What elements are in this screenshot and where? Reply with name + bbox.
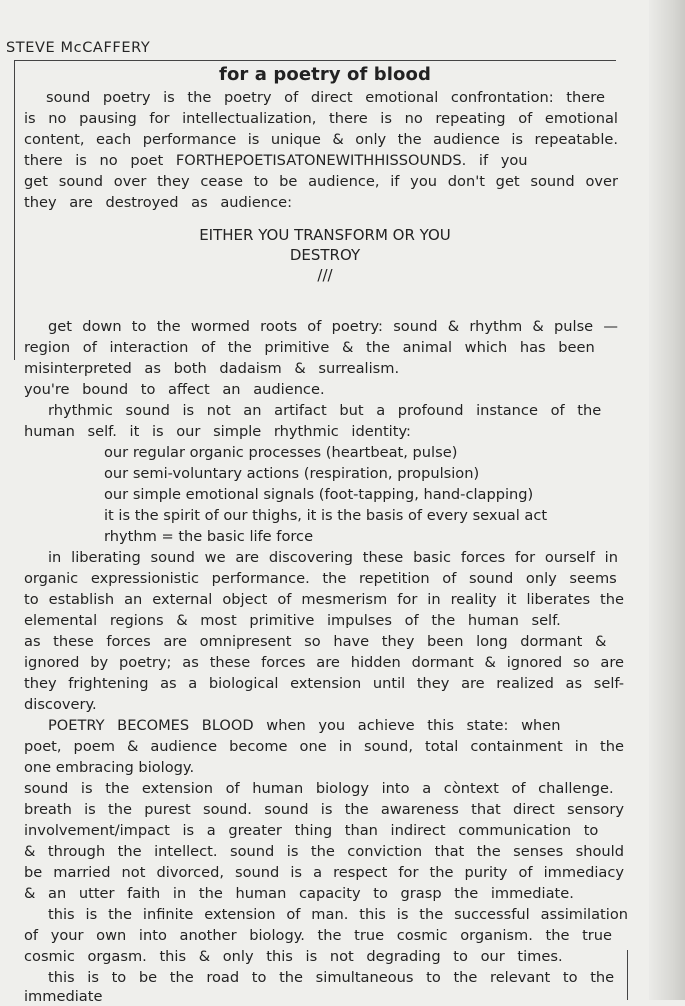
text-line: & through the intellect. sound is the conviction that the senses should — [24, 843, 624, 860]
text-line: our semi-voluntary actions (respiration, propulsion) — [104, 465, 480, 482]
text-line: this is to be the road to the simultaneous to the relevant to the — [48, 969, 615, 986]
text-line: & an utter faith in the human capacity to grasp the immediate. — [24, 885, 574, 902]
text-line: get down to the wormed roots of poetry: sound & rhythm & pulse — — [48, 318, 618, 335]
centered-line: EITHER YOU TRANSFORM OR YOU — [199, 226, 451, 244]
text-line: sound poetry is the poetry of direct emotional confrontation: there — [46, 89, 605, 106]
text-line: organic expressionistic performance. the repetition of sound only seems — [24, 570, 617, 587]
text-line: ignored by poetry; as these forces are hidden dormant & ignored so are — [24, 654, 624, 671]
text-line: poet, poem & audience become one in sound, total containment in the — [24, 738, 624, 755]
text-line: this is the infinite extension of man. this is the successful assimilation — [48, 906, 628, 923]
text-line: region of interaction of the primitive & the animal which has been — [24, 339, 595, 356]
text-line: they are destroyed as audience: — [24, 194, 293, 211]
text-line: it is the spirit of our thighs, it is the basis of every sexual act — [104, 507, 548, 524]
text-line: breath is the purest sound. sound is the awareness that direct sensory — [24, 801, 624, 818]
frame-rule-top — [14, 60, 616, 61]
text-line: to establish an external object of mesmerism for in reality it liberates the — [24, 591, 624, 608]
text-line: misinterpreted as both dadaism & surrealism. — [24, 360, 400, 377]
page-edge-shadow — [649, 0, 685, 1000]
frame-rule-left — [14, 60, 15, 360]
text-line: discovery. — [24, 696, 97, 713]
text-line: immediate — [24, 988, 103, 1005]
text-line: rhythm = the basic life force — [104, 528, 314, 545]
text-line: there is no poet FORTHEPOETISATONEWITHHISSOUNDS. if you — [24, 152, 528, 169]
text-line: human self. it is our simple rhythmic identity: — [24, 423, 411, 440]
text-line: in liberating sound we are discovering these basic forces for ourself in — [48, 549, 618, 566]
text-line: one embracing biology. — [24, 759, 195, 776]
text-line: they frightening as a biological extension until they are realized as self- — [24, 675, 624, 692]
centered-line: /// — [317, 266, 333, 284]
text-line: of your own into another biology. the true cosmic organism. the true — [24, 927, 613, 944]
poem-title: for a poetry of blood — [219, 64, 431, 85]
text-line: POETRY BECOMES BLOOD when you achieve this state: when — [48, 717, 561, 734]
text-line: cosmic orgasm. this & only this is not degrading to our times. — [24, 948, 563, 965]
text-line: involvement/impact is a greater thing than indirect communication to — [24, 822, 599, 839]
text-line: elemental regions & most primitive impulses of the human self. — [24, 612, 561, 629]
text-line: our regular organic processes (heartbeat, pulse) — [104, 444, 458, 461]
running-header-author: STEVE McCAFFERY — [6, 40, 151, 56]
centered-line: DESTROY — [289, 246, 361, 264]
text-line: is no pausing for intellectualization, there is no repeating of emotional — [24, 110, 618, 127]
text-line: sound is the extension of human biology into a còntext of challenge. — [24, 780, 614, 797]
text-line: you're bound to affect an audience. — [24, 381, 325, 398]
text-line: as these forces are omnipresent so have they been long dormant & — [24, 633, 607, 650]
text-line: be married not divorced, sound is a respect for the purity of immediacy — [24, 864, 624, 881]
text-line: content, each performance is unique & only the audience is repeatable. — [24, 131, 618, 148]
text-line: our simple emotional signals (foot-tapping, hand-clapping) — [104, 486, 534, 503]
text-line: get sound over they cease to be audience, if you don't get sound over — [24, 173, 618, 190]
text-line: rhythmic sound is not an artifact but a profound instance of the — [48, 402, 602, 419]
